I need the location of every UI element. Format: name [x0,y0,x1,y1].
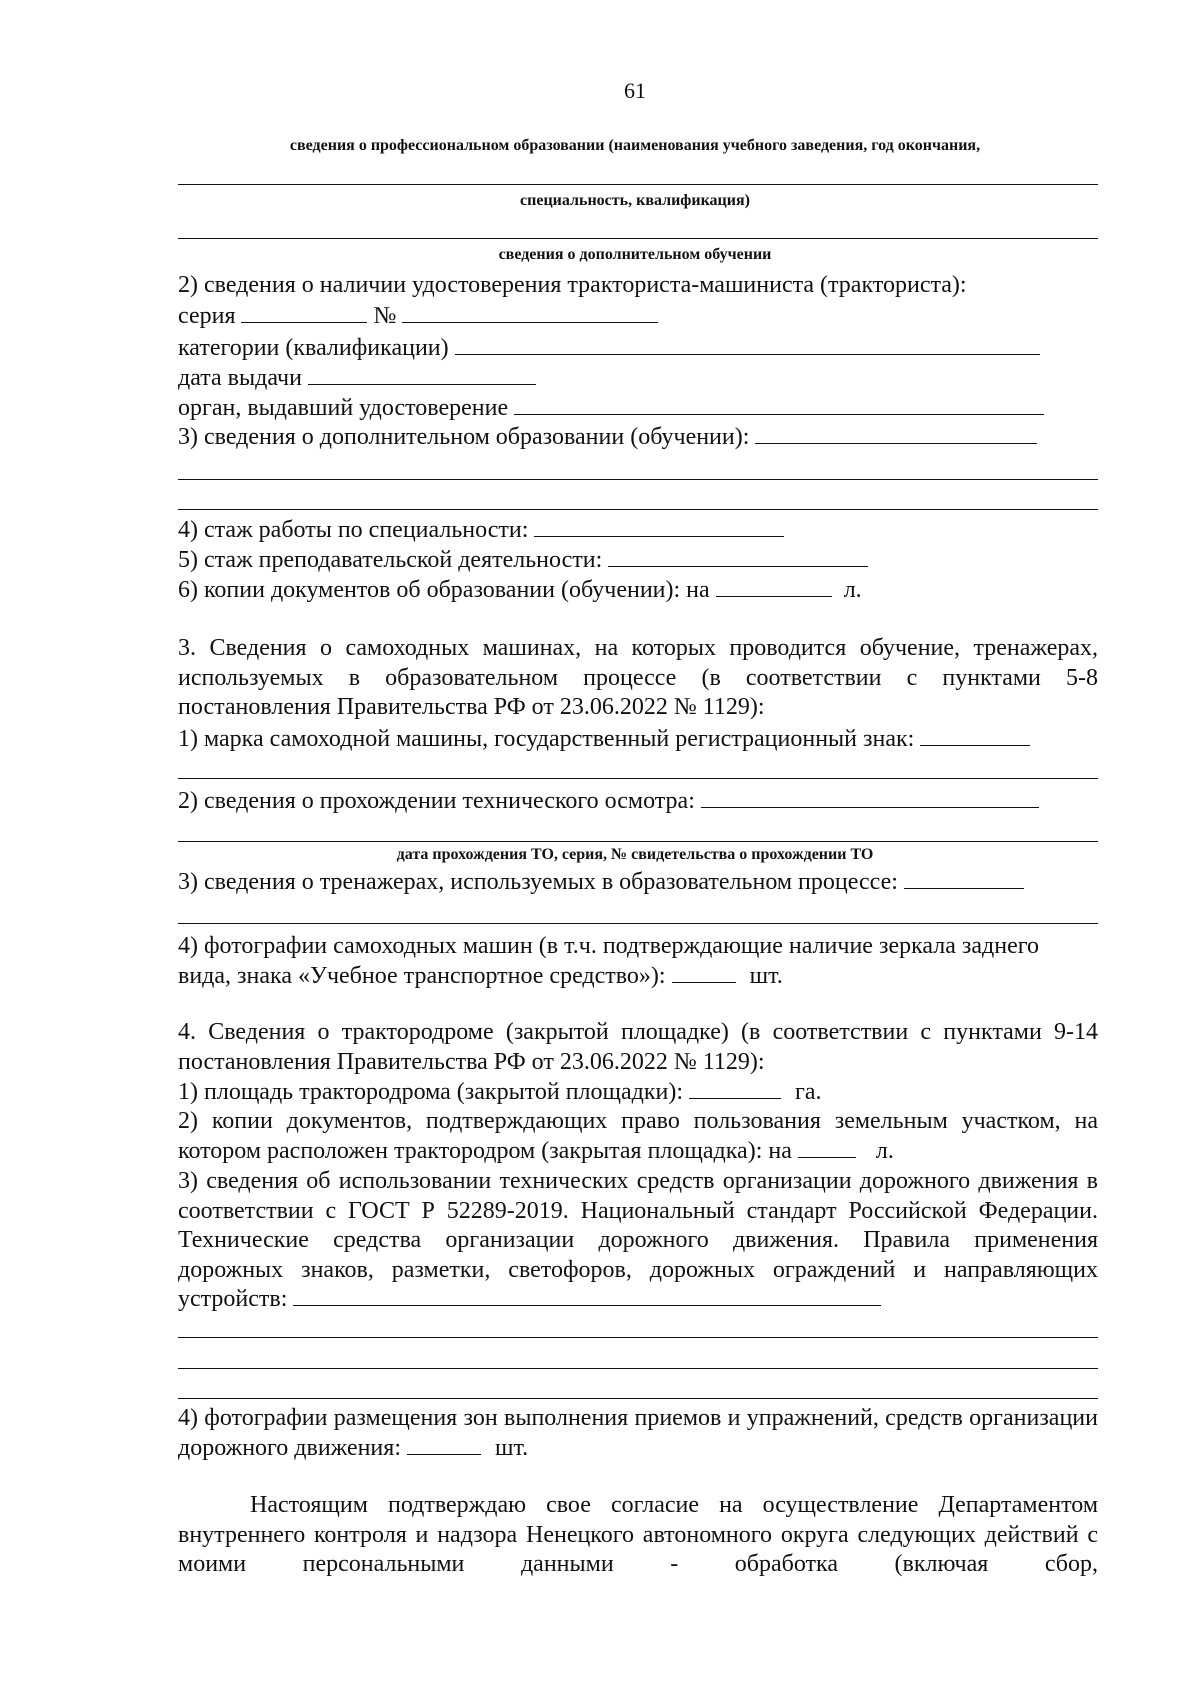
item-3-additional-edu: 3) сведения о дополнительном образовании (обучении): [178,424,750,450]
section-4-heading: 4. Сведения о трактородроме (закрытой площадке) (в соответствии с пунктами 9-14 постановления Правительства РФ от 23.06.2022 № 1129): [178,1019,1098,1075]
issue-date-blank[interactable] [308,364,536,385]
machine-brand-blank[interactable] [920,725,1030,746]
sec3-item-4b-row [178,961,783,991]
blank-line[interactable] [178,238,1098,239]
traffic-means-blank[interactable] [293,1285,881,1306]
machine-photos-unit: шт. [749,963,783,989]
blank-line[interactable] [178,1337,1098,1338]
zones-photos-unit: шт. [494,1434,529,1461]
caption-prof-education: сведения о профессиональном образовании (наименования учебного заведения, год окончания, [289,137,981,154]
sec4-item-1-row [178,1077,822,1107]
blank-line[interactable] [178,1368,1098,1369]
zones-photos-blank[interactable] [407,1434,481,1455]
item-4-work-exp: 4) стаж работы по специальности: [178,517,529,543]
issuer-row [178,393,1044,423]
copies-unit: л. [843,577,862,603]
item-2-license: 2) сведения о наличии удостоверения тракториста-машиниста (тракториста): [178,272,967,298]
categories-blank[interactable] [455,334,1040,355]
issuer-blank[interactable] [514,394,1044,415]
sec3-item-3-row [178,867,1024,897]
categories-label: категории (квалификации) [178,335,449,361]
sec3-item-4b: вида, знака «Учебное транспортное средство»): [178,963,666,989]
land-docs-blank[interactable] [798,1137,856,1158]
sec3-item-3: 3) сведения о тренажерах, используемых в образовательном процессе: [178,869,898,895]
teaching-exp-blank[interactable] [608,546,868,567]
item-5-teaching-exp-row [178,545,868,575]
issue-date-label: дата выдачи [178,365,302,391]
item-4-work-exp-row [178,515,784,545]
simulators-blank[interactable] [904,868,1024,889]
blank-line[interactable] [178,923,1098,924]
blank-line[interactable] [178,479,1098,480]
sec4-item-4: 4) фотографии размещения зон выполнения приемов и упражнений, средств организации дорожного движения: шт. [178,1405,1098,1461]
blank-line[interactable] [178,509,1098,510]
copies-blank[interactable] [716,576,832,597]
additional-edu-blank[interactable] [755,423,1037,444]
item-6-copies-row [178,575,862,605]
sec3-item-2-row [178,786,1039,816]
sec4-item-2: 2) копии документов, подтверждающих право пользования земельным участком, на котором расположен трактородром (закрытая площадка): на л. [178,1108,1098,1164]
categories-row [178,333,1040,363]
issuer-label: орган, выдавший удостоверение [178,395,509,421]
caption-additional-training: сведения о дополнительном обучении [498,246,772,263]
consent-paragraph: Настоящим подтверждаю свое согласие на осуществление Департаментом внутреннего контроля и надзора Ненецкого автономного округа следующих действий с моими персональными данными - обработка (включая сбор, [178,1492,1098,1577]
work-exp-blank[interactable] [534,516,784,537]
inspection-blank[interactable] [701,787,1039,808]
section-3-heading: 3. Сведения о самоходных машинах, на которых проводится обучение, тренажерах, используемых в образовательном процессе (в соответствии с пунктами 5-8 постановления Правительства РФ от 23.06.2022 № 1129): [178,635,1098,720]
caption-specialty: специальность, квалификация) [520,192,750,209]
sec3-item-4a: 4) фотографии самоходных машин (в т.ч. подтверждающие наличие зеркала заднего [178,933,1039,959]
area-unit: га. [795,1079,822,1105]
item-3-additional-edu-row [178,422,1037,452]
sec3-item-1: 1) марка самоходной машины, государственный регистрационный знак: [178,726,915,752]
blank-line[interactable] [178,841,1098,842]
sec3-item-1-row [178,724,1030,754]
sec4-item-1: 1) площадь трактородрома (закрытой площадки): [178,1079,684,1105]
machine-photos-blank[interactable] [672,962,736,983]
blank-line[interactable] [178,778,1098,779]
series-row [178,301,658,331]
sec3-item-2: 2) сведения о прохождении технического осмотра: [178,788,695,814]
page-number: 61 [624,78,646,103]
series-blank[interactable] [241,302,367,323]
item-5-teaching-exp: 5) стаж преподавательской деятельности: [178,547,603,573]
number-label: № [373,303,397,329]
blank-line[interactable] [178,1398,1098,1399]
item-6-copies: 6) копии документов об образовании (обучении): на [178,577,710,603]
sec4-item-3: 3) сведения об использовании технических средств организации дорожного движения в соответствии с ГОСТ Р 52289-2019. Национальный стандарт Российской Федерации. Технические средства организации дорожного движения. Правила применения дорожных знаков, разметки, светофоров, дорожных ограждений и направляющих устройств: [178,1168,1098,1312]
area-blank[interactable] [689,1078,781,1099]
blank-line[interactable] [178,184,1098,185]
issue-date-row [178,363,536,393]
caption-to-info: дата прохождения ТО, серия, № свидетельства о прохождении ТО [396,846,874,863]
number-blank[interactable] [402,302,658,323]
series-label: серия [178,303,236,329]
land-docs-unit: л. [875,1137,894,1164]
